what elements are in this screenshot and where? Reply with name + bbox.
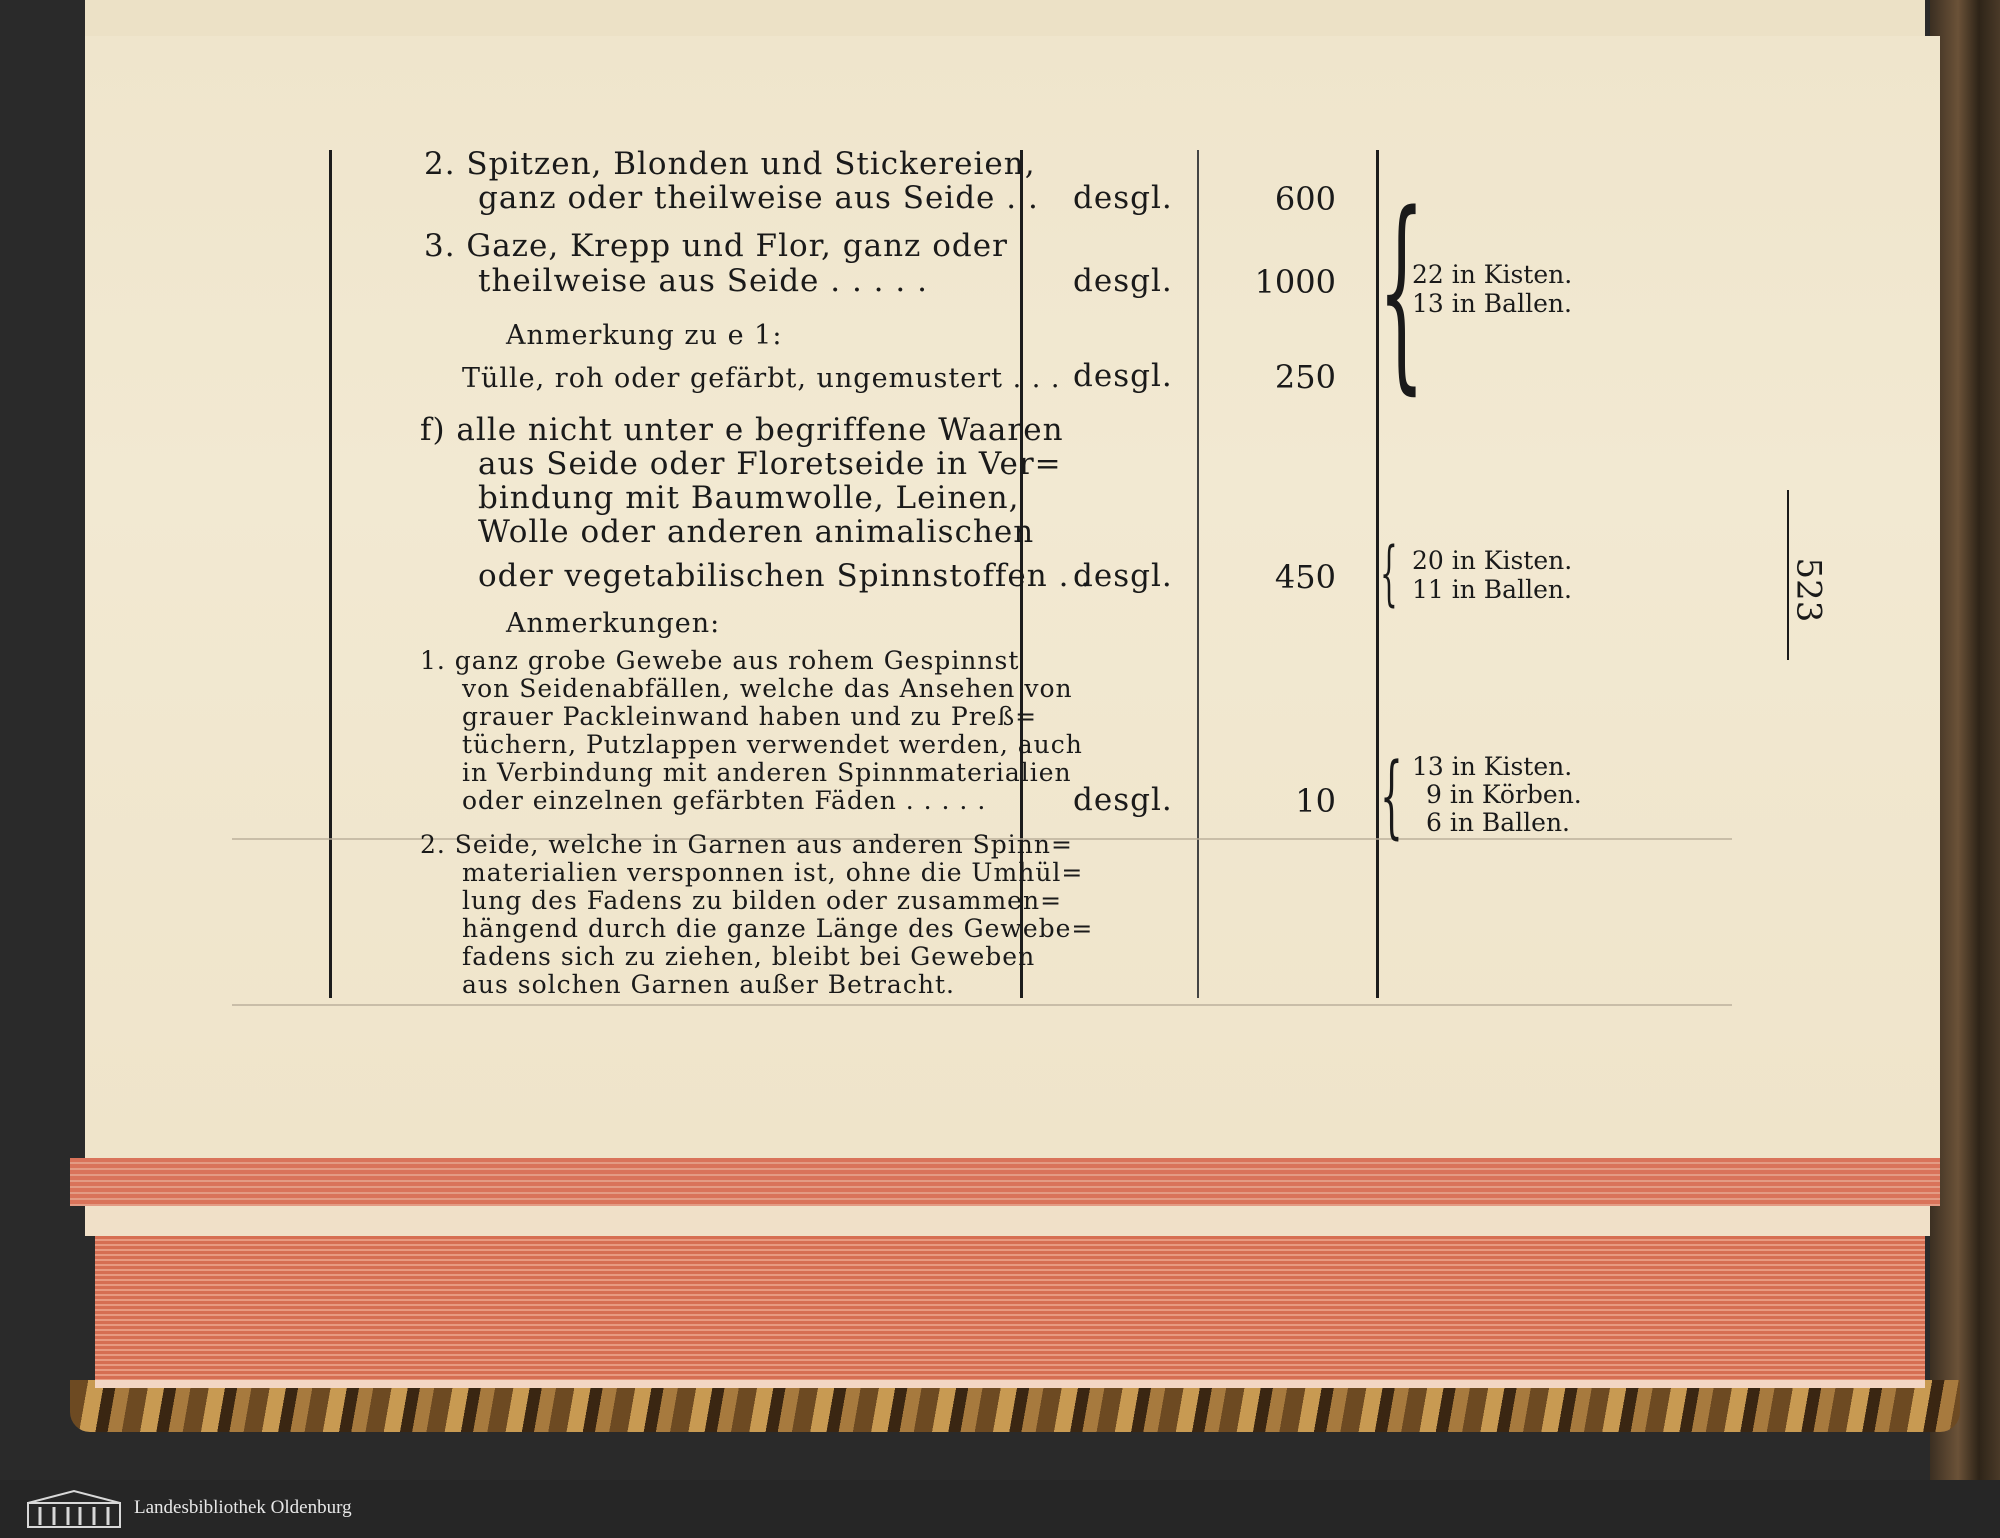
brace-group3: {	[1380, 744, 1403, 849]
note-line: von Seidenabfällen, welche das Ansehen von	[462, 674, 1073, 703]
row-unit: desgl.	[1073, 180, 1173, 216]
note-line: grauer Packleinwand haben und zu Preß=	[462, 702, 1038, 731]
note-line: fadens sich zu ziehen, bleibt bei Geweben	[462, 942, 1036, 971]
row-label: Wolle oder anderen animalischen	[478, 514, 1035, 550]
remark-line: 22 in Kisten.	[1412, 260, 1573, 289]
row-label: f) alle nicht unter e begriffene Waaren	[420, 412, 1064, 448]
note-line: in Verbindung mit anderen Spinnmaterialien	[462, 758, 1072, 787]
note-line: hängend durch die ganze Länge des Gewebe=	[462, 914, 1094, 943]
row-label: oder vegetabilischen Spinnstoffen . .	[478, 558, 1092, 594]
book-spine	[1930, 0, 2000, 1480]
remark-line: 20 in Kisten.	[1412, 546, 1573, 575]
row-label: Tülle, roh oder gefärbt, ungemustert . . .	[462, 363, 1061, 394]
row-value: 250	[1274, 358, 1336, 396]
note-heading: Anmerkungen:	[506, 608, 721, 639]
note-line: tüchern, Putzlappen verwendet werden, auch	[462, 730, 1083, 759]
row-value: 10	[1295, 782, 1336, 820]
note-line: materialien versponnen ist, ohne die Umhül=	[462, 858, 1084, 887]
page-edge-gap	[85, 1206, 1930, 1236]
library-name: Landesbibliothek Oldenburg	[134, 1497, 352, 1518]
row-label: 2. Spitzen, Blonden und Stickereien,	[424, 146, 1036, 182]
row-label: theilweise aus Seide . . . . .	[478, 263, 928, 299]
note-line: oder einzelnen gefärbten Fäden . . . . .	[462, 786, 987, 815]
note-line: 2. Seide, welche in Garnen aus anderen Spinn=	[420, 830, 1073, 859]
row-label: bindung mit Baumwolle, Leinen,	[478, 480, 1020, 516]
row-value: 1000	[1254, 263, 1336, 301]
page-number: 523	[1788, 557, 1829, 623]
row-label: aus Seide oder Floretseide in Ver=	[478, 446, 1062, 482]
remark-line: 11 in Ballen.	[1412, 575, 1572, 604]
remark-line: 13 in Kisten.	[1412, 752, 1573, 781]
note-line: lung des Fadens zu bilden oder zusammen=	[462, 886, 1063, 915]
table-rule-left	[329, 150, 332, 998]
page-edge-red-block	[95, 1236, 1925, 1384]
previous-page-edge	[85, 0, 1925, 38]
remark-line: 13 in Ballen.	[1412, 289, 1572, 318]
row-unit: desgl.	[1073, 263, 1173, 299]
note-line: aus solchen Garnen außer Betracht.	[462, 970, 955, 999]
row-unit: desgl.	[1073, 358, 1173, 394]
row-value: 450	[1274, 558, 1336, 596]
row-unit: desgl.	[1073, 558, 1173, 594]
note-line: 1. ganz grobe Gewebe aus rohem Gespinnst	[420, 646, 1020, 675]
remark-line: 9 in Körben.	[1426, 780, 1582, 809]
page-edge-light	[95, 1380, 1925, 1388]
row-label: ganz oder theilweise aus Seide . .	[478, 180, 1039, 216]
brace-group2: {	[1380, 532, 1398, 614]
library-logo-icon	[26, 1489, 122, 1529]
note-heading: Anmerkung zu e 1:	[506, 320, 783, 351]
table-bottom-rule	[232, 1004, 1732, 1006]
table-rule-unit	[1197, 150, 1199, 998]
row-value: 600	[1274, 180, 1336, 218]
page-edge-red-top	[70, 1158, 1940, 1206]
remark-line: 6 in Ballen.	[1426, 808, 1571, 837]
row-label: 3. Gaze, Krepp und Flor, ganz oder	[424, 228, 1008, 264]
brace-group1: {	[1378, 168, 1425, 413]
row-unit: desgl.	[1073, 782, 1173, 818]
